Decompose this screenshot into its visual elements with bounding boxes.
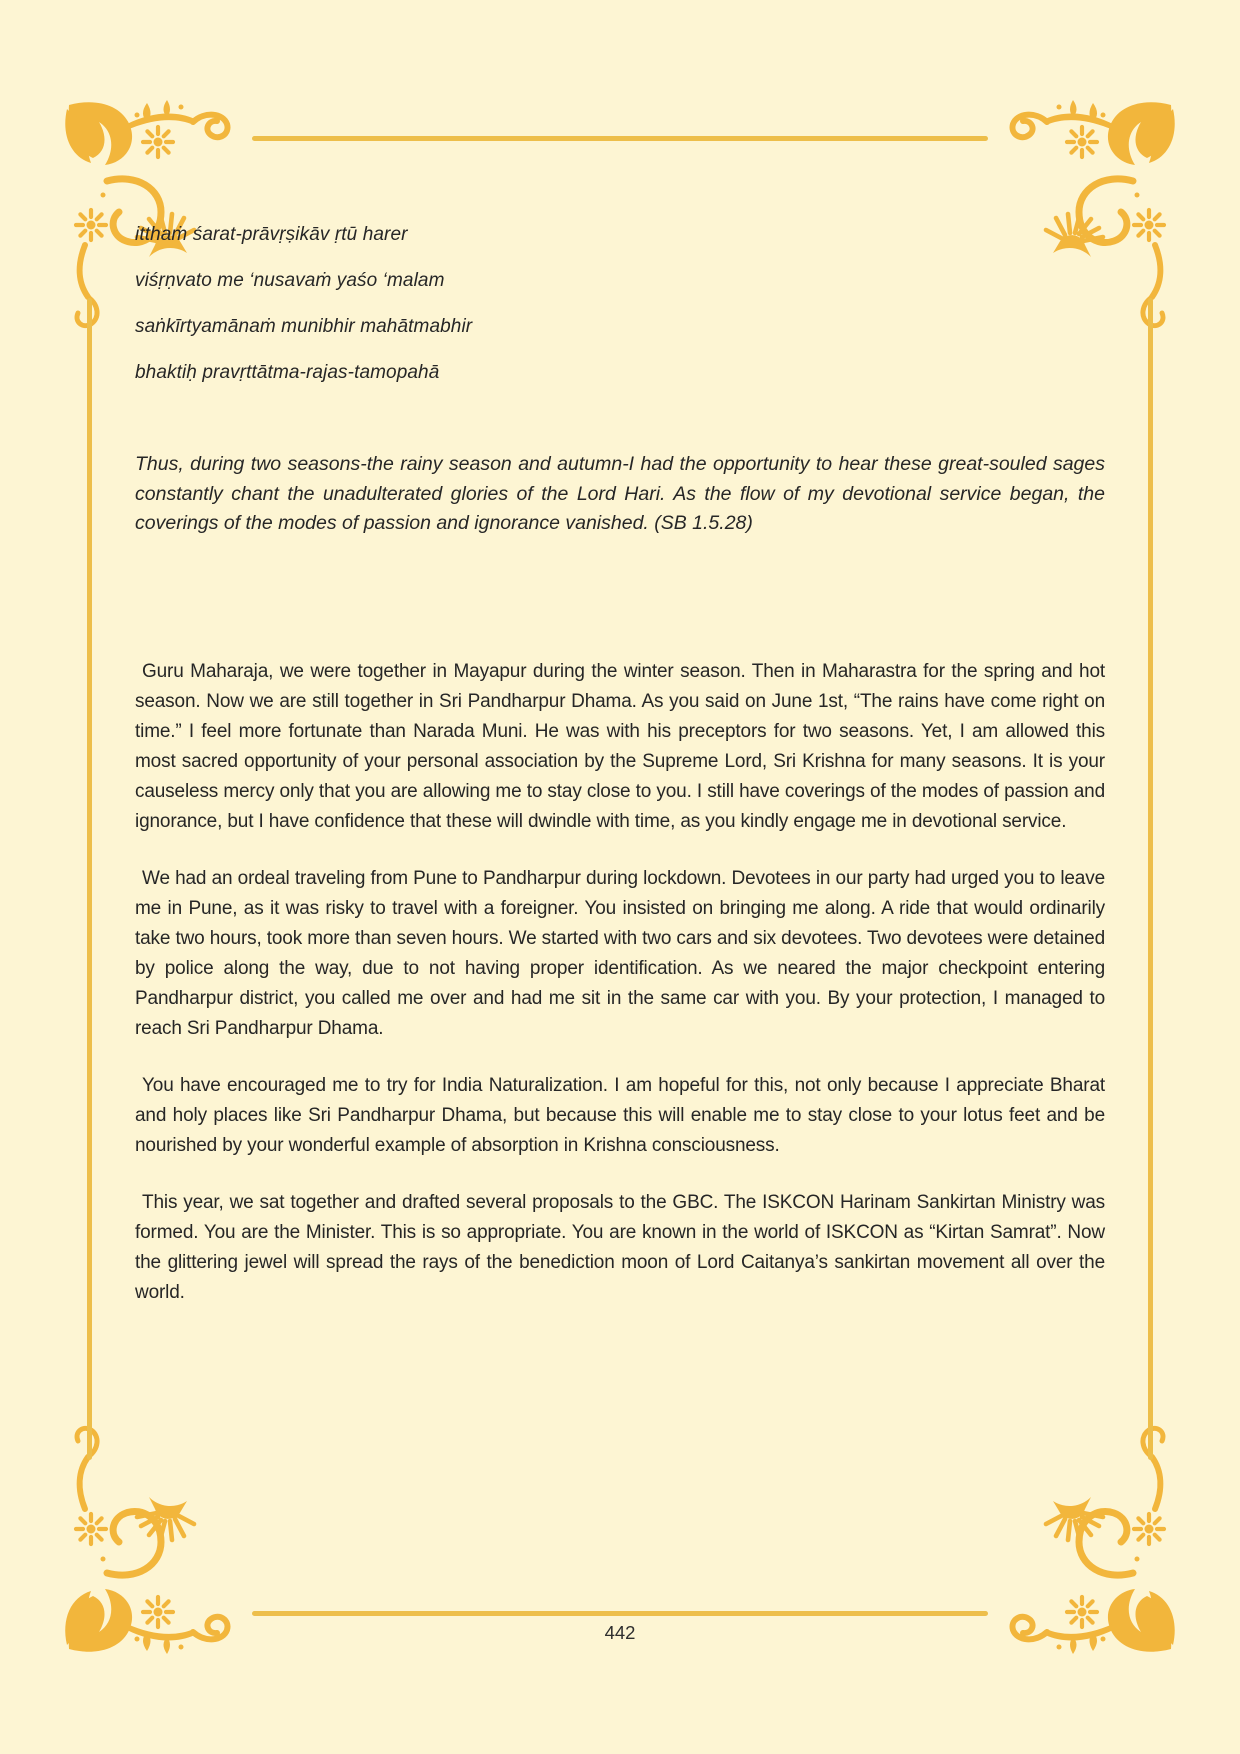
body-paragraph: We had an ordeal traveling from Pune to Pandharpur during lockdown. Devotees in our party had urged you to leave me in Pune, as it was risky to travel with a foreigner. You insisted on bringing me along. A ride that would ordinarily take two hours, took more than seven hours. We started with two cars and six devotees. Two devotees were detained by police along the way, due to not having proper identification. As we neared the major checkpoint entering Pandharpur district, you called me over and had me sit in the same car with you. By your protection, I managed to reach Sri Pandharpur Dhama. <box>135 867 1105 1039</box>
border-rule-bottom <box>252 1611 988 1616</box>
border-rule-left <box>87 298 92 1460</box>
border-rule-right <box>1148 298 1153 1460</box>
verse-line: itthaṁ śarat-prāvṛṣikāv ṛtū harer <box>135 224 408 245</box>
verse-line: saṅkīrtyamānaṁ munibhir mahātmabhir <box>135 316 473 337</box>
verse-line: viśṛṇvato me ‘nusavaṁ yaśo ‘malam <box>135 270 445 291</box>
letter-body <box>135 657 1105 1308</box>
sanskrit-verse <box>135 212 1105 396</box>
page-number: 442 <box>604 1622 636 1643</box>
body-paragraph: You have encouraged me to try for India Naturalization. I am hopeful for this, not only because I appreciate Bharat and holy places like Sri Pandharpur Dhama, but because this will enable me to stay close to your lotus feet and be nourished by your wonderful example of absorption in Krishna consciousness. <box>135 1074 1105 1156</box>
border-rule-top <box>252 136 988 141</box>
verse-translation: Thus, during two seasons-the rainy season and autumn-I had the opportunity to hear these great-souled sages constantly chant the unadulterated glories of the Lord Hari. As the flow of my devotional service began, the coverings of the modes of passion and ignorance vanished. (SB 1.5.28) <box>135 453 1105 534</box>
verse-line: bhaktiḥ pravṛttātma-rajas-tamopahā <box>135 362 440 383</box>
text-column <box>135 212 1105 1335</box>
body-paragraph: Guru Maharaja, we were together in Mayapur during the winter season. Then in Maharastra for the spring and hot season. Now we are still together in Sri Pandharpur Dhama. As you said on June 1st, “The rains have come right on time.” I feel more fortunate than Narada Muni. He was with his preceptors for two seasons. Yet, I am allowed this most sacred opportunity of your personal association by the Supreme Lord, Sri Krishna for many seasons. It is your causeless mercy only that you are allowing me to stay close to you. I still have coverings of the modes of passion and ignorance, but I have confidence that these will dwindle with time, as you kindly engage me in devotional service. <box>135 660 1105 832</box>
body-paragraph: This year, we sat together and drafted several proposals to the GBC. The ISKCON Harinam Sankirtan Ministry was formed. You are the Minister. This is so appropriate. You are known in the world of ISKCON as “Kirtan Samrat”. Now the glittering jewel will spread the rays of the benediction moon of Lord Caitanya’s sankirtan movement all over the world. <box>135 1191 1105 1303</box>
